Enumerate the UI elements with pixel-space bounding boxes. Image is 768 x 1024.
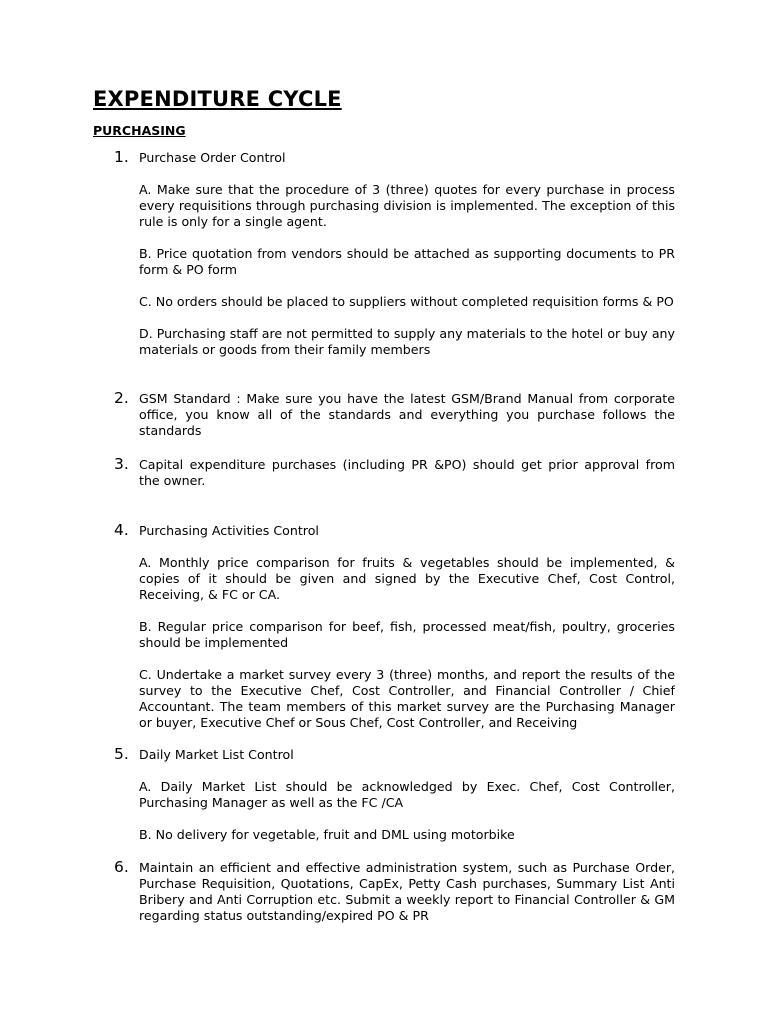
- sub-item: D. Purchasing staff are not permitted to supply any materials to the hotel or buy any materials or goods from their family members: [139, 326, 675, 357]
- item-number: 3.: [114, 455, 129, 473]
- item-number: 5.: [114, 745, 129, 763]
- item-number: 2.: [114, 389, 129, 407]
- list-item: [114, 391, 675, 439]
- sub-item: A. Monthly price comparison for fruits & vegetables should be implemented, & copies of it should be given and signed by the Executive Chef, Cost Control, Receiving, & FC or CA.: [139, 555, 675, 602]
- item-text: Maintain an efficient and effective administration system, such as Purchase Order, Purchase Requisition, Quotations, CapEx, Petty Cash purchases, Summary List Anti Bribery and Anti Corruption etc. Submit a weekly report to Financial Controller & GM regarding status outstanding/expired PO & PR: [139, 860, 675, 923]
- sub-item: A. Daily Market List should be acknowledged by Exec. Chef, Cost Controller, Purchasing Manager as well as the FC /CA: [139, 779, 675, 810]
- section-heading: PURCHASING: [93, 123, 186, 138]
- item-text: Daily Market List Control: [139, 747, 294, 762]
- sub-item: C. No orders should be placed to suppliers without completed requisition forms & PO: [139, 294, 674, 309]
- sub-item: C. Undertake a market survey every 3 (three) months, and report the results of the survey to the Executive Chef, Cost Controller, and Financial Controller / Chief Accountant. The team members of this market survey are the Purchasing Manager or buyer, Executive Chef or Sous Chef, Cost Controller, and Receiving: [139, 667, 675, 730]
- list-item: [114, 150, 675, 358]
- list-item: [114, 523, 675, 731]
- document-title: EXPENDITURE CYCLE: [93, 87, 342, 111]
- item-number: 1.: [114, 148, 129, 166]
- list-item: [114, 860, 675, 924]
- item-text: GSM Standard : Make sure you have the latest GSM/Brand Manual from corporate office, you know all of the standards and everything you purchase follows the standards: [139, 391, 675, 438]
- list-item: [114, 457, 675, 489]
- item-text: Capital expenditure purchases (including PR &PO) should get prior approval from the owner.: [139, 457, 675, 488]
- item-text: Purchasing Activities Control: [139, 523, 319, 538]
- item-number: 6.: [114, 858, 129, 876]
- sub-item: B. No delivery for vegetable, fruit and DML using motorbike: [139, 827, 515, 842]
- sub-item: B. Regular price comparison for beef, fish, processed meat/fish, poultry, groceries should be implemented: [139, 619, 675, 650]
- sub-item: A. Make sure that the procedure of 3 (three) quotes for every purchase in process every requisitions through purchasing division is implemented. The exception of this rule is only for a single agent.: [139, 182, 675, 229]
- sub-item: B. Price quotation from vendors should be attached as supporting documents to PR form & PO form: [139, 246, 675, 277]
- item-number: 4.: [114, 521, 129, 539]
- item-text: Purchase Order Control: [139, 150, 286, 165]
- list-item: [114, 747, 675, 843]
